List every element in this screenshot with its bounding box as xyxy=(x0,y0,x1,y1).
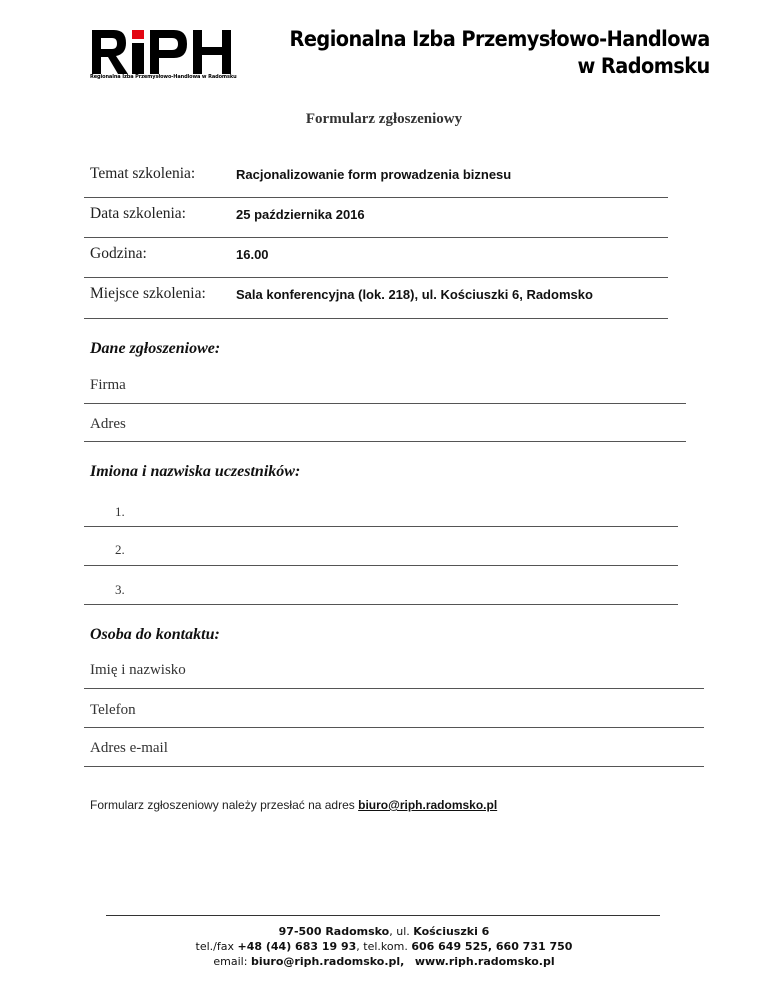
participant-1-label: 1. xyxy=(115,504,125,519)
topic-value: Racjonalizowanie form prowadzenia biznesu xyxy=(236,167,512,182)
footer-email-prefix: email: xyxy=(213,955,251,968)
divider xyxy=(84,277,668,278)
organization-name xyxy=(290,26,710,80)
time-value: 16.00 xyxy=(236,247,269,262)
address-label: Adres xyxy=(90,416,126,432)
divider xyxy=(84,197,668,198)
organization-name-line1: Regionalna Izba Przemysłowo-Handlowa xyxy=(289,27,710,51)
participant-3-field[interactable] xyxy=(84,604,678,605)
place-value: Sala konferencyjna (lok. 218), ul. Kościuszki 6, Radomsko xyxy=(236,287,593,302)
submission-note-text: Formularz zgłoszeniowy należy przesłać na adres xyxy=(90,798,359,812)
contact-phone-field[interactable] xyxy=(84,727,704,728)
footer-mobile-prefix: , tel.kom. xyxy=(356,940,412,953)
footer-email-line xyxy=(0,955,768,968)
footer-street: Kościuszki 6 xyxy=(413,925,490,938)
company-field[interactable] xyxy=(84,403,686,404)
contact-email-field[interactable] xyxy=(84,766,704,767)
footer-address-line xyxy=(0,925,768,938)
submission-email-link[interactable]: biuro@riph.radomsko.pl xyxy=(358,798,498,812)
footer-phone: +48 (44) 683 19 93 xyxy=(237,940,357,953)
footer-email[interactable]: biuro@riph.radomsko.pl, xyxy=(250,955,405,968)
footer-street-prefix: , ul. xyxy=(389,925,414,938)
contact-name-label: Imię i nazwisko xyxy=(90,662,186,678)
contact-heading: Osoba do kontaktu: xyxy=(90,626,220,643)
footer-phone-line xyxy=(0,940,768,953)
participant-2-label: 2. xyxy=(115,542,125,557)
participant-1-field[interactable] xyxy=(84,526,678,527)
footer-phone-prefix: tel./fax xyxy=(195,940,238,953)
date-label: Data szkolenia: xyxy=(90,205,186,222)
contact-email-label: Adres e-mail xyxy=(90,740,168,756)
contact-phone-label: Telefon xyxy=(90,702,136,718)
logo-subtitle: Regionalna Izba Przemysłowo-Handlowa w Radomsku xyxy=(90,74,237,80)
topic-label: Temat szkolenia: xyxy=(90,165,196,182)
footer-divider xyxy=(106,915,660,916)
footer-postal: 97-500 Radomsko xyxy=(278,925,390,938)
divider xyxy=(84,318,668,319)
contact-name-field[interactable] xyxy=(84,688,704,689)
date-value: 25 października 2016 xyxy=(236,207,365,222)
participant-2-field[interactable] xyxy=(84,565,678,566)
form-title: Formularz zgłoszeniowy xyxy=(305,111,463,127)
registration-heading: Dane zgłoszeniowe: xyxy=(90,340,221,357)
time-label: Godzina: xyxy=(90,245,147,262)
footer-mobile: 606 649 525, 660 731 750 xyxy=(411,940,573,953)
footer-website[interactable]: www.riph.radomsko.pl xyxy=(414,955,555,968)
organization-name-line2: w Radomsku xyxy=(577,54,710,78)
company-label: Firma xyxy=(90,377,126,393)
submission-note xyxy=(90,798,497,812)
participant-3-label: 3. xyxy=(115,582,125,597)
address-field[interactable] xyxy=(84,441,686,442)
participants-heading: Imiona i nazwiska uczestników: xyxy=(90,463,301,480)
divider xyxy=(84,237,668,238)
place-label: Miejsce szkolenia: xyxy=(90,285,206,302)
